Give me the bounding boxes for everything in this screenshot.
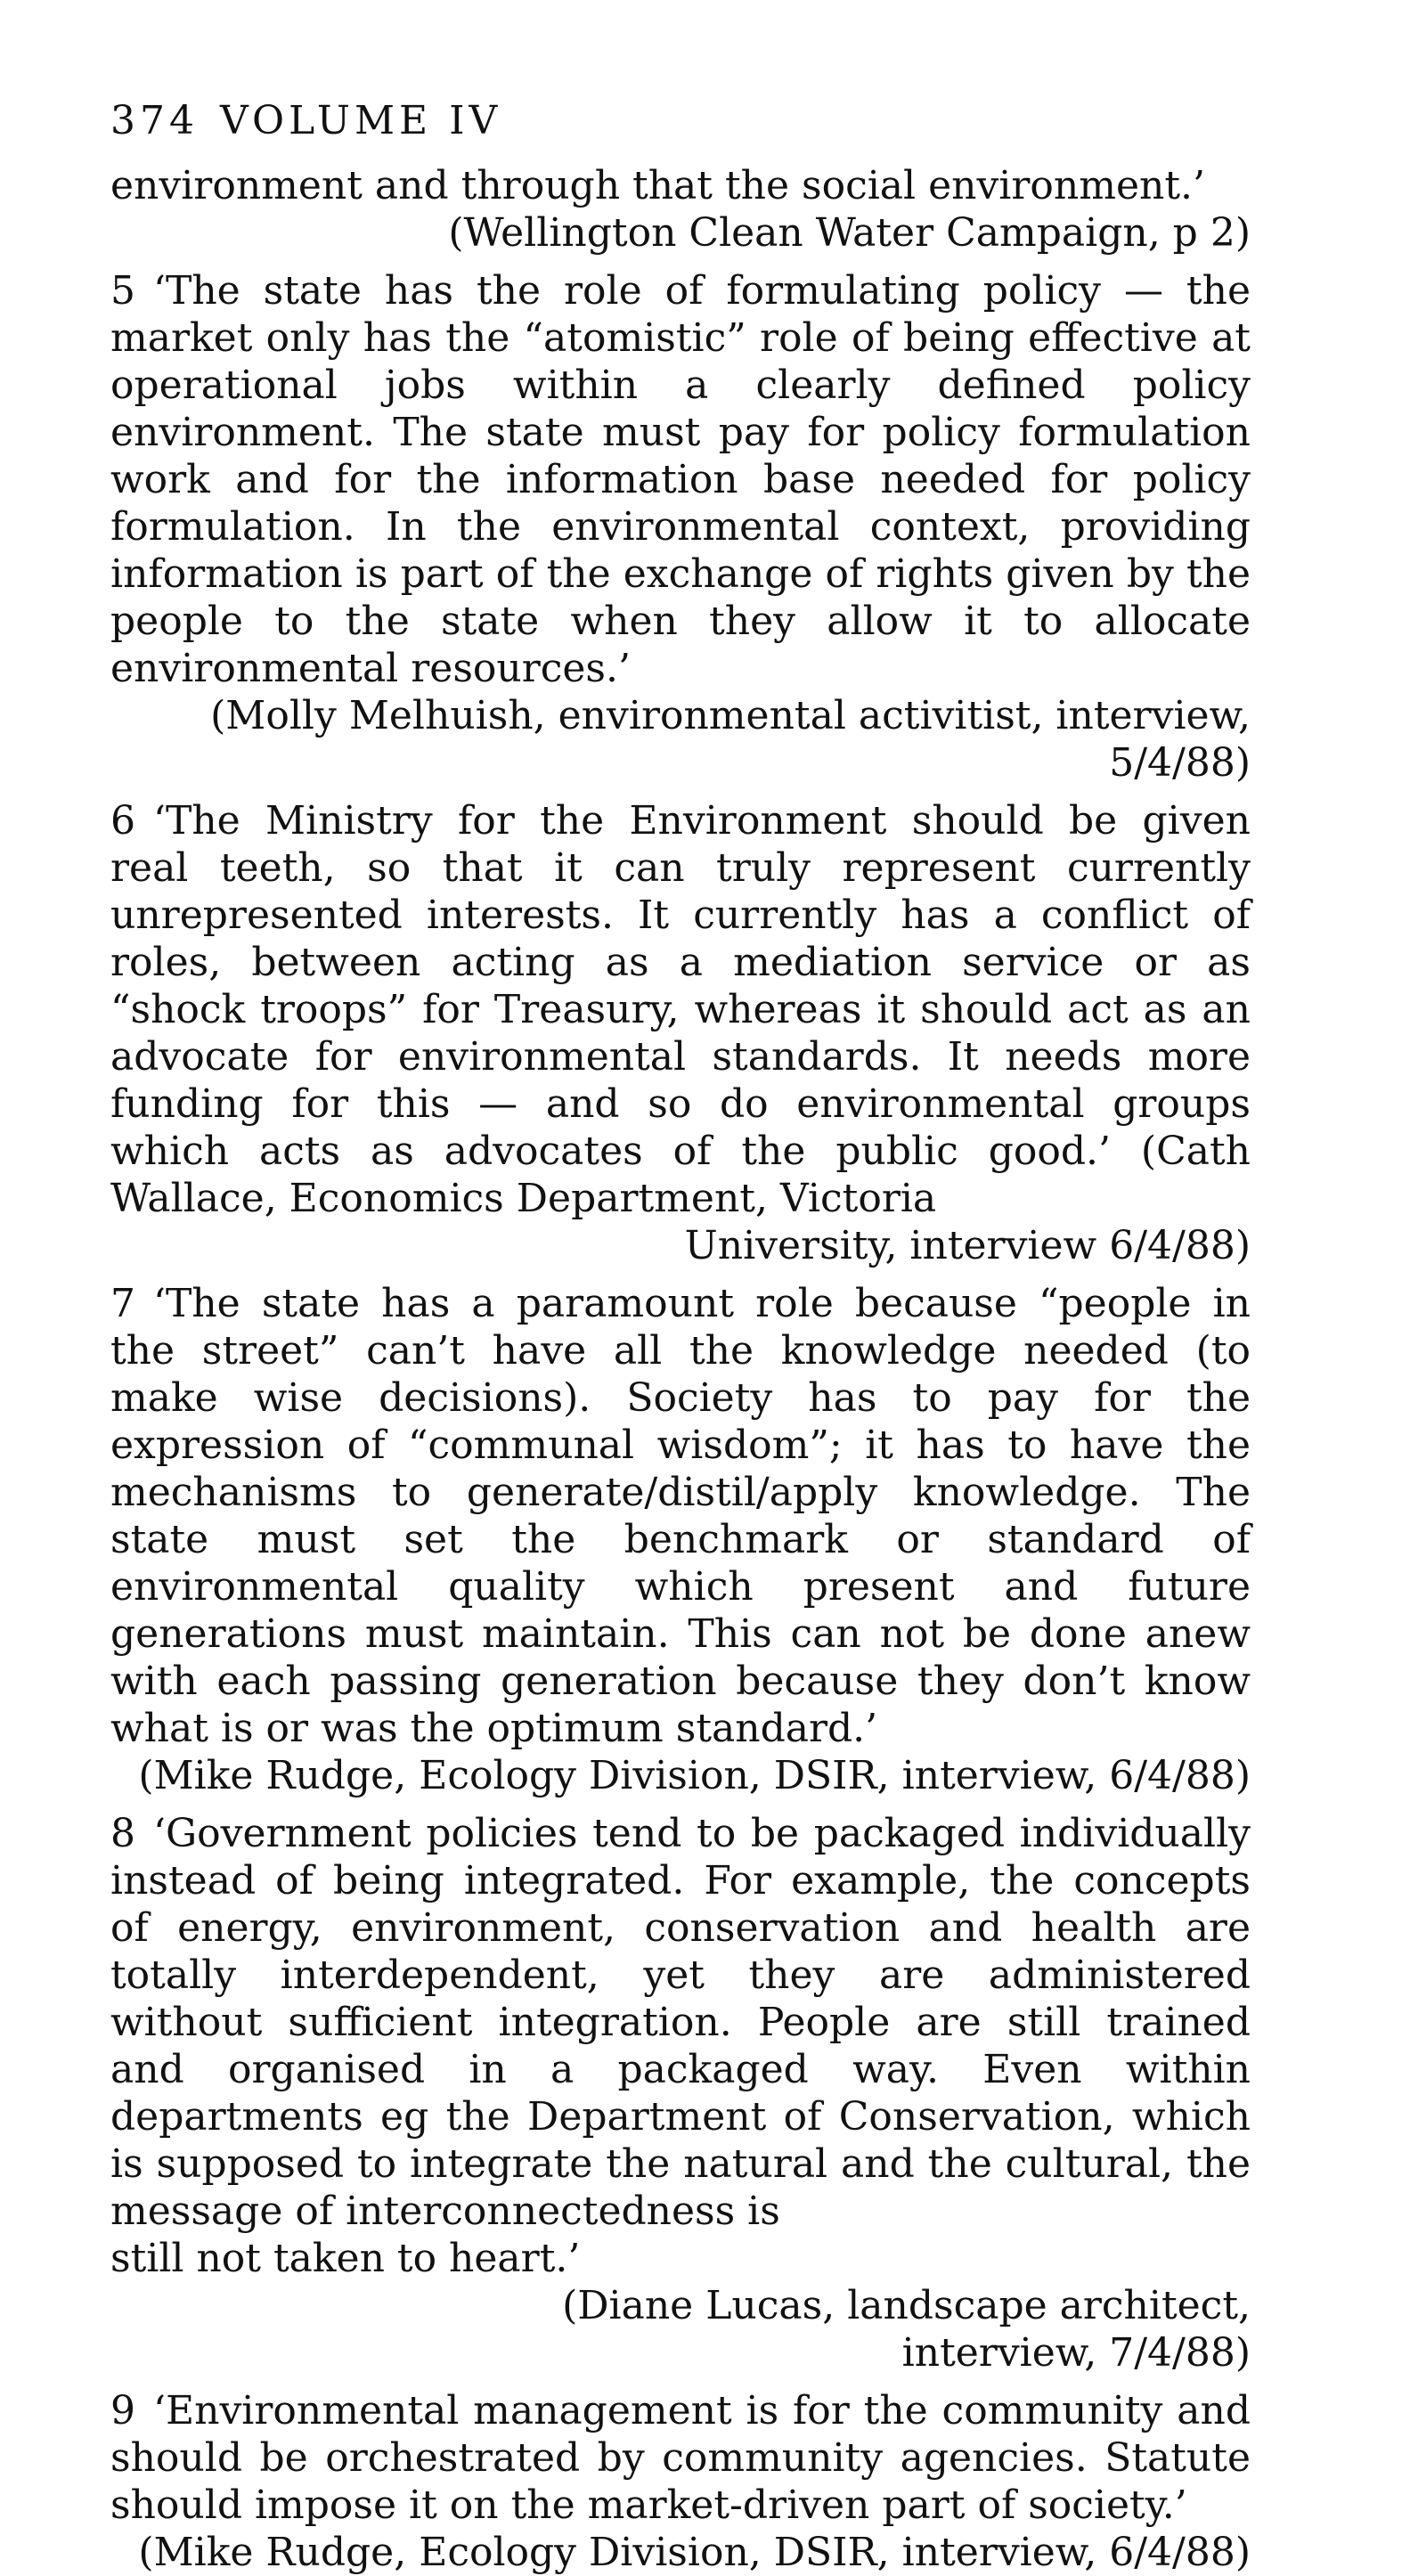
quote-citation: (Mike Rudge, Ecology Division, DSIR, interview, 6/4/88)	[138, 1753, 1251, 1798]
quote-item-9	[110, 2387, 1251, 2576]
quote-last-line	[110, 2235, 1251, 2328]
quote-citation: University, interview 6/4/88)	[684, 1223, 1251, 1268]
page-number: 374	[110, 98, 199, 143]
quote-citation: interview, 7/4/88)	[901, 2330, 1251, 2376]
quote-text	[110, 1280, 1251, 1752]
carryover-text: environment and through that the social environment.’	[110, 163, 1205, 208]
volume-label: VOLUME IV	[219, 98, 502, 143]
quote-item-5	[110, 267, 1251, 787]
quote-body: ‘The Ministry for the Environment should be given real teeth, so that it can truly represent currently unrepresented interests. It currently has a conflict of roles, between acting as a mediation service or as “shock troops” for Treasury, whereas it should act as an advocate for environmental standards. It needs more funding for this — and so do environmental groups which acts as advocates of the public good.’ (Cath Wallace, Economics Department, Victoria	[110, 798, 1251, 1221]
item-number: 9	[110, 2388, 135, 2433]
quote-last-text: still not taken to heart.’	[110, 2236, 581, 2281]
carryover-citation: (Wellington Clean Water Campaign, p 2)	[448, 210, 1251, 256]
quote-citation: (Molly Melhuish, environmental activitist, interview, 5/4/88)	[210, 693, 1251, 786]
quote-inline-citation: (Diane Lucas, landscape architect,	[562, 2283, 1251, 2328]
quote-text	[110, 797, 1251, 1222]
quote-text	[110, 1810, 1251, 2235]
item-number: 7	[110, 1281, 135, 1326]
quote-citation: (Mike Rudge, Ecology Division, DSIR, interview, 6/4/88)	[138, 2530, 1251, 2575]
item-number: 8	[110, 1811, 135, 1856]
quote-text	[110, 267, 1251, 692]
quote-item-6	[110, 797, 1251, 1269]
quote-body: ‘The state has a paramount role because “people in the street” can’t have all the knowledge needed (to make wise decisions). Society has to pay for the expression of “communal wisdom”; it has to have the mechanisms to generate/distil/apply knowledge. The state must set the benchmark or standard of environmental quality which present and future generations must maintain. This can not be done anew with each passing generation because they don’t know what is or was the optimum standard.’	[110, 1281, 1251, 1751]
page	[110, 96, 1251, 2576]
item-number: 5	[110, 268, 135, 314]
quote-body: ‘The state has the role of formulating policy — the market only has the “atomistic” role of being effective at operational jobs within a clearly defined policy environment. The state must pay for policy formulation work and for the information base needed for policy formulation. In the environmental context, providing information is part of the exchange of rights given by the people to the state when they allow it to allocate environmental resources.’	[110, 268, 1251, 691]
quote-body: ‘Government policies tend to be packaged individually instead of being integrated. For example, the concepts of energy, environment, conservation and health are totally interdependent, yet they are administered without sufficient integration. People are still trained and organised in a packaged way. Even within departments eg the Department of Conservation, which is supposed to integrate the natural and the cultural, the message of interconnectedness is	[110, 1811, 1251, 2234]
quote-body: ‘Environmental management is for the community and should be orchestrated by community agencies. Statute should impose it on the market-driven part of society.’	[110, 2388, 1251, 2528]
quote-item-7	[110, 1280, 1251, 1799]
item-number: 6	[110, 798, 135, 844]
quote-text	[110, 2387, 1251, 2529]
quote-item-8	[110, 1810, 1251, 2376]
running-head	[110, 96, 1251, 146]
